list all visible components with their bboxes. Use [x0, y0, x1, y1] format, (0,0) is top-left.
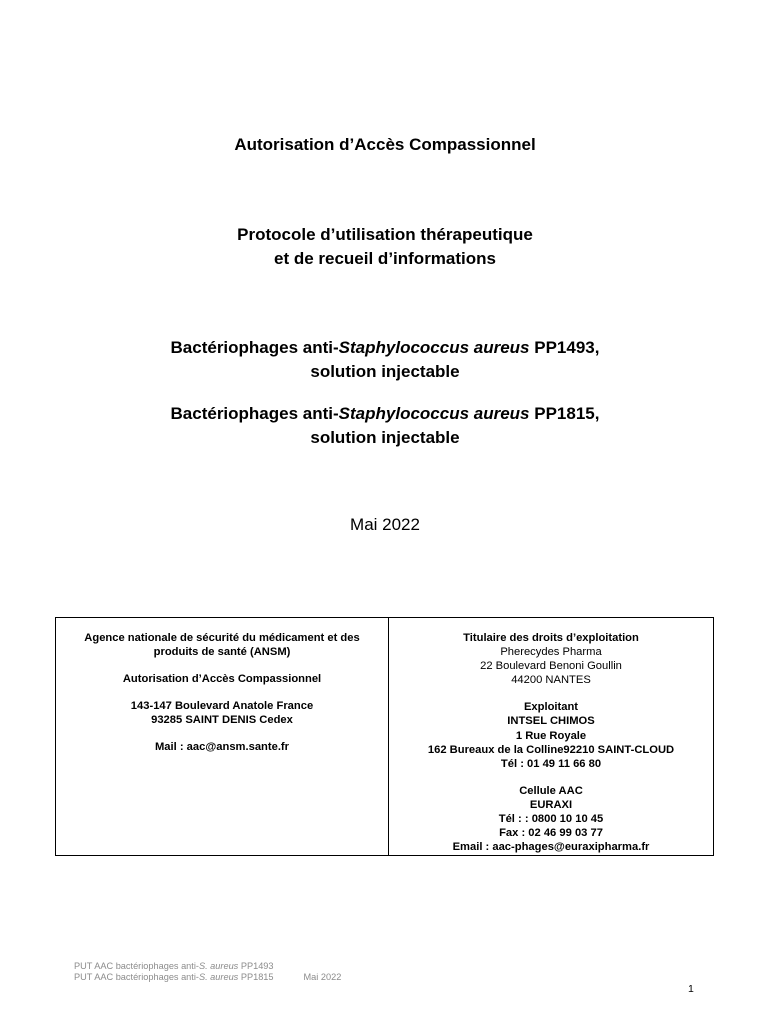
agency-mail: Mail : aac@ansm.sante.fr: [154, 741, 290, 754]
holder-city: 44200 NANTES: [511, 674, 591, 687]
agency-address-line-1: 143-147 Boulevard Anatole France: [130, 700, 314, 713]
authorization-label: Autorisation d’Accès Compassionnel: [122, 673, 322, 686]
footer-line-1: PUT AAC bactériophages anti-S. aureus PP1493: [74, 961, 274, 971]
product-2-line-1: Bactériophages anti-Staphylococcus aureus PP1815,: [170, 404, 600, 423]
holder-heading: Titulaire des droits d’exploitation: [463, 632, 639, 644]
operator-tel: Tél : 01 49 11 66 80: [500, 757, 602, 770]
operator-street: 1 Rue Royale: [515, 729, 587, 742]
product-1-line-1: Bactériophages anti-Staphylococcus aureus PP1493,: [170, 338, 600, 357]
cell-tel: Tél : : 0800 10 10 45: [498, 813, 604, 826]
holder-street: 22 Boulevard Benoni Goullin: [480, 660, 622, 673]
agency-address-line-2: 93285 SAINT DENIS Cedex: [151, 714, 293, 727]
page-number: 1: [688, 983, 694, 995]
footer-line-2: PUT AAC bactériophages anti-S. aureus PP1815 Mai 2022: [74, 972, 342, 982]
cell-name: EURAXI: [529, 798, 573, 811]
subtitle-line-2: et de recueil d’informations: [274, 249, 496, 268]
document-title: Autorisation d’Accès Compassionnel: [234, 135, 536, 154]
cell-heading: Cellule AAC: [519, 784, 583, 797]
footer-date: Mai 2022: [303, 972, 342, 982]
operator-city: 162 Bureaux de la Colline92210 SAINT-CLOUD: [427, 743, 675, 756]
holder-contact: [389, 618, 713, 855]
product-1-line-2: solution injectable: [310, 362, 460, 381]
product-1-species: Staphylococcus aureus: [338, 338, 530, 357]
product-2-line-2: solution injectable: [310, 428, 460, 447]
page-footer: [74, 961, 341, 983]
subtitle-line-1: Protocole d’utilisation thérapeutique: [237, 225, 533, 244]
product-1: [0, 336, 770, 384]
product-2-species: Staphylococcus aureus: [338, 404, 530, 423]
contact-box: [55, 617, 714, 856]
agency-name-line-1: Agence nationale de sécurité du médicament et des: [84, 632, 360, 644]
cell-fax: Fax : 02 46 99 03 77: [499, 827, 603, 840]
holder-name: Pherecydes Pharma: [500, 646, 602, 659]
ansm-contact: [56, 618, 389, 855]
cell-email: Email : aac-phages@euraxipharma.fr: [452, 841, 650, 854]
product-2: [0, 402, 770, 450]
protocol-subtitle: [0, 223, 770, 271]
document-date: Mai 2022: [350, 515, 420, 534]
operator-name: INTSEL CHIMOS: [507, 715, 595, 728]
agency-name-line-2: produits de santé (ANSM): [153, 646, 291, 659]
operator-heading: Exploitant: [523, 701, 579, 714]
